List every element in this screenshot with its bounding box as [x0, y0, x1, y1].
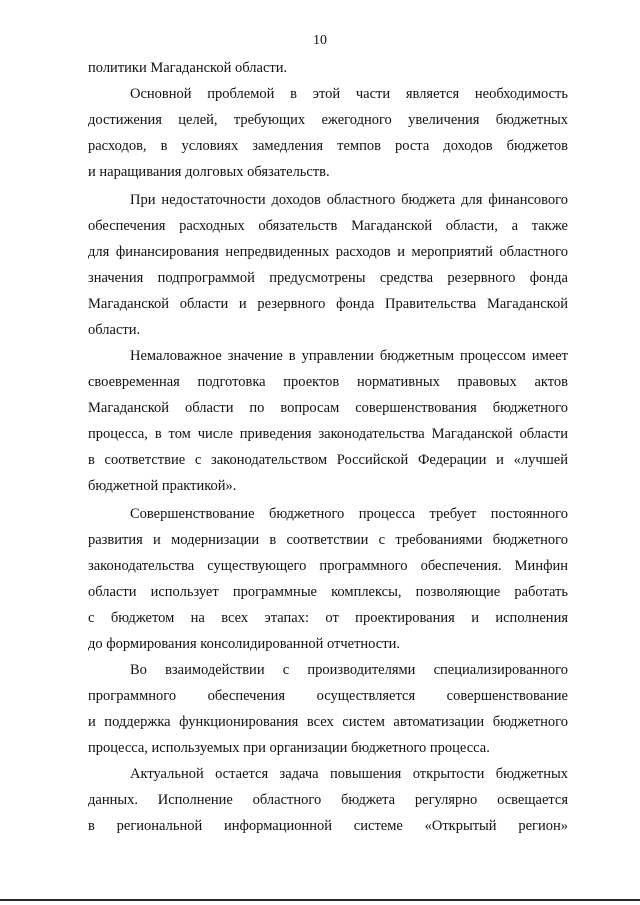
text-line: Совершенствование бюджетного процесса требует постоянного	[130, 506, 568, 522]
text-line: значения подпрограммой предусмотрены средства резервного фонда	[88, 270, 568, 286]
text-line: области использует программные комплексы, позволяющие работать	[88, 584, 568, 600]
text-line: расходов, в условиях замедления темпов роста доходов бюджетов	[88, 138, 568, 154]
text-line: процесса, используемых при организации бюджетного процесса.	[88, 740, 490, 756]
text-line: в соответствие с законодательством Российской Федерации и «лучшей	[88, 452, 568, 468]
text-line: Немаловажное значение в управлении бюджетным процессом имеет	[130, 348, 568, 364]
text-line: и поддержка функционирования всех систем автоматизации бюджетного	[88, 714, 568, 730]
text-line: достижения целей, требующих ежегодного увеличения бюджетных	[88, 112, 568, 128]
text-line: данных. Исполнение областного бюджета регулярно освещается	[88, 792, 568, 808]
text-line: и наращивания долговых обязательств.	[88, 164, 330, 180]
text-line: для финансирования непредвиденных расходов и мероприятий областного	[88, 244, 568, 260]
text-line: своевременная подготовка проектов нормативных правовых актов	[88, 374, 568, 390]
text-line: до формирования консолидированной отчетности.	[88, 636, 400, 652]
page-number: 10	[313, 33, 327, 48]
text-line: Актуальной остается задача повышения открытости бюджетных	[130, 766, 568, 782]
text-line: Магаданской области и резервного фонда Правительства Магаданской	[88, 296, 568, 312]
text-line: программного обеспечения осуществляется совершенствование	[88, 688, 568, 704]
text-line: Основной проблемой в этой части является необходимость	[130, 86, 568, 102]
text-line: законодательства существующего программного обеспечения. Минфин	[88, 558, 568, 574]
text-line: Во взаимодействии с производителями специализированного	[130, 662, 568, 678]
text-line: области.	[88, 322, 141, 338]
text-line: развития и модернизации в соответствии с требованиями бюджетного	[88, 532, 568, 548]
text-line: с бюджетом на всех этапах: от проектирования и исполнения	[88, 610, 568, 626]
text-line: в региональной информационной системе «Открытый регион»	[88, 818, 568, 834]
text-line: обеспечения расходных обязательств Магаданской области, а также	[88, 218, 568, 234]
text-line: политики Магаданской области.	[88, 60, 288, 76]
text-line: бюджетной практикой».	[88, 478, 237, 494]
text-line: Магаданской области по вопросам совершенствования бюджетного	[88, 400, 568, 416]
scan-bottom-edge	[0, 899, 640, 901]
text-line: процесса, в том числе приведения законодательства Магаданской области	[88, 426, 568, 442]
text-line: При недостаточности доходов областного бюджета для финансового	[130, 192, 568, 208]
